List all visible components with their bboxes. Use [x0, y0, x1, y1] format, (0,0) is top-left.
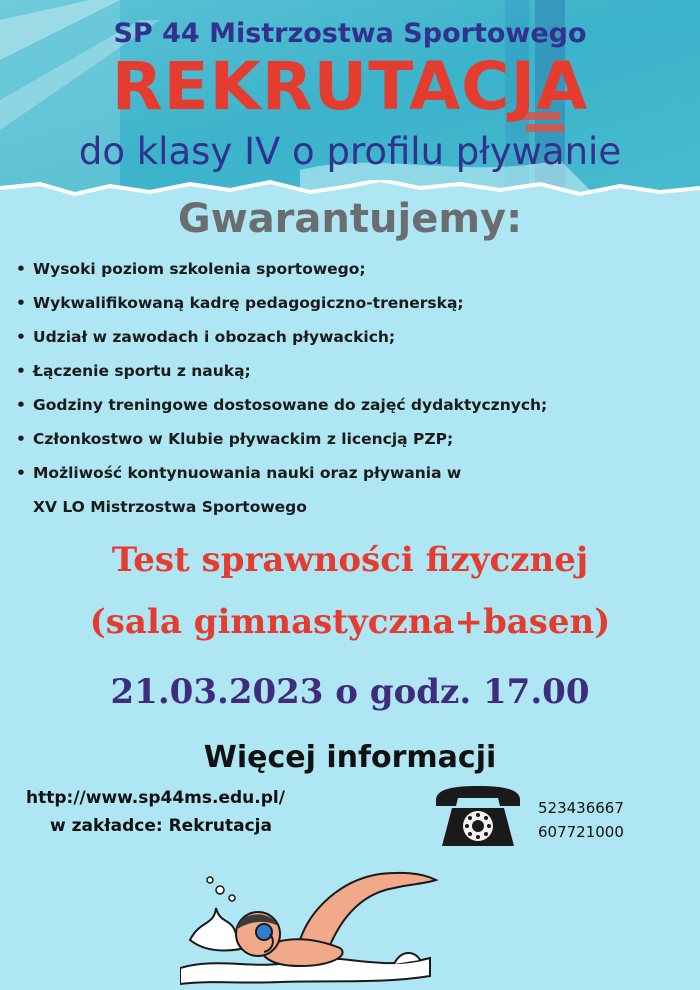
bullet-icon: • [16, 328, 26, 346]
list-item [16, 290, 696, 324]
telephone-icon [432, 786, 524, 850]
guarantee-heading: Gwarantujemy: [177, 196, 523, 242]
website-link[interactable]: http://www.sp44ms.edu.pl/ [26, 788, 285, 808]
list-item-text: Członkostwo w Klubie pływackim z licencją PZP; [33, 430, 454, 448]
bullet-icon: • [16, 464, 26, 482]
phone-number-2[interactable]: 607721000 [538, 823, 624, 841]
list-item-text: Udział w zawodach i obozach pływackich; [33, 328, 396, 346]
bullet-icon: • [16, 260, 26, 278]
bullet-icon: • [16, 430, 26, 448]
phone-number-1[interactable]: 523436667 [538, 799, 624, 817]
swimmer-illustration [180, 860, 450, 985]
list-item [16, 358, 696, 392]
list-item [16, 392, 696, 426]
guarantee-list [16, 256, 696, 520]
list-item-text: Godziny treningowe dostosowane do zajęć dydaktycznych; [33, 396, 548, 414]
more-info-heading: Więcej informacji [203, 740, 497, 775]
recruitment-title: REKRUTACJA [111, 48, 589, 125]
fitness-test-title: Test sprawności fizycznej [111, 540, 589, 580]
class-profile-subtitle: do klasy IV o profilu pływanie [78, 130, 622, 173]
bullet-icon: • [16, 396, 26, 414]
list-item [16, 256, 696, 290]
list-item [16, 460, 696, 520]
list-item-text: Możliwość kontynuowania nauki oraz pływania w [33, 464, 462, 482]
school-name: SP 44 Mistrzostwa Sportowego [113, 18, 587, 49]
bullet-icon: • [16, 362, 26, 380]
fitness-test-location: (sala gimnastyczna+basen) [89, 602, 611, 642]
list-item-continuation: XV LO Mistrzostwa Sportowego [33, 498, 307, 516]
test-date: 21.03.2023 o godz. 17.00 [110, 672, 590, 712]
list-item-text: Wysoki poziom szkolenia sportowego; [33, 260, 366, 278]
list-item-text: Wykwalifikowaną kadrę pedagogiczno-trenerską; [33, 294, 464, 312]
list-item-text: Łączenie sportu z nauką; [33, 362, 251, 380]
bullet-icon: • [16, 294, 26, 312]
website-tab-note: w zakładce: Rekrutacja [50, 816, 272, 836]
list-item [16, 426, 696, 460]
phone-numbers [538, 796, 624, 844]
list-item [16, 324, 696, 358]
